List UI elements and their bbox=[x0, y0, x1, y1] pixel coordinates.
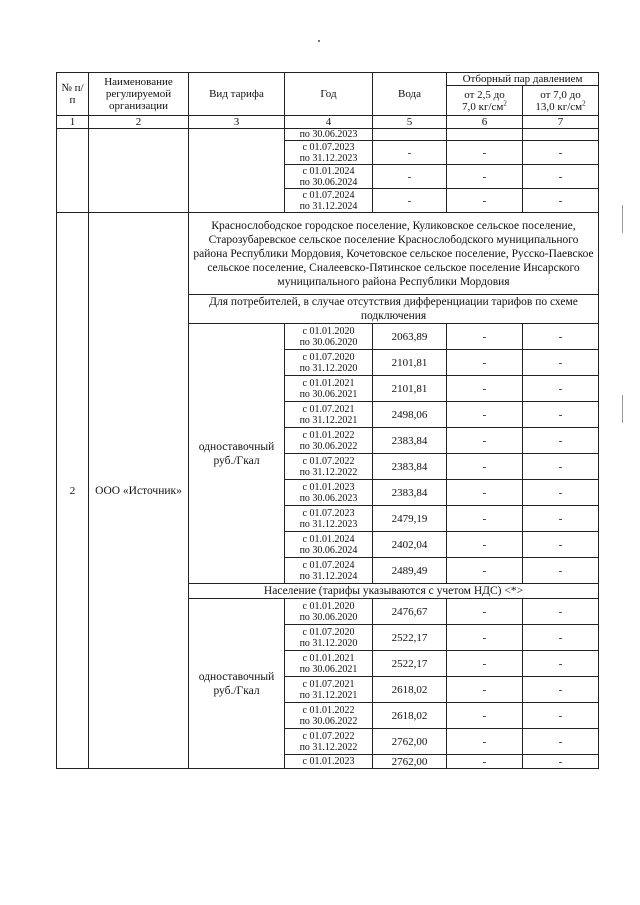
scan-edge-mark bbox=[622, 205, 623, 233]
header-organization: Наименование регулируемой организации bbox=[89, 73, 189, 116]
column-number: 2 bbox=[89, 116, 189, 129]
number-cell bbox=[57, 129, 89, 213]
period-cell: с 01.07.2024 по 31.12.2024 bbox=[285, 189, 373, 213]
steam-low-tariff-cell: - bbox=[447, 402, 523, 428]
water-tariff-cell: 2522,17 bbox=[373, 651, 447, 677]
water-tariff-cell: 2383,84 bbox=[373, 454, 447, 480]
header-steam-low: от 2,5 до 7,0 $кг/см^2$ bbox=[447, 86, 523, 116]
steam-low-tariff-cell bbox=[447, 129, 523, 141]
steam-low-tariff-cell: - bbox=[447, 729, 523, 755]
period-cell: с 01.01.2024 по 30.06.2024 bbox=[285, 165, 373, 189]
tariff-type-cell: одноставочный руб./Гкал bbox=[189, 599, 285, 769]
steam-high-tariff-cell: - bbox=[523, 165, 599, 189]
column-number: 4 bbox=[285, 116, 373, 129]
steam-low-tariff-cell: - bbox=[447, 324, 523, 350]
steam-high-tariff-cell: - bbox=[523, 599, 599, 625]
water-tariff-cell: 2063,89 bbox=[373, 324, 447, 350]
organization-cell bbox=[89, 129, 189, 213]
section-heading: Для потребителей, в случае отсутствия дифференциации тарифов по схеме подключения bbox=[189, 295, 599, 324]
scan-edge-mark bbox=[622, 395, 623, 423]
steam-low-tariff-cell: - bbox=[447, 558, 523, 584]
tariff-table-body bbox=[57, 73, 599, 769]
period-cell: с 01.07.2022 по 31.12.2022 bbox=[285, 729, 373, 755]
water-tariff-cell: 2618,02 bbox=[373, 677, 447, 703]
tariff-type-cell: одноставочный руб./Гкал bbox=[189, 324, 285, 584]
steam-high-tariff-cell: - bbox=[523, 651, 599, 677]
period-cell: с 01.07.2020 по 31.12.2020 bbox=[285, 350, 373, 376]
steam-high-tariff-cell: - bbox=[523, 558, 599, 584]
water-tariff-cell: 2402,04 bbox=[373, 532, 447, 558]
steam-low-tariff-cell: - bbox=[447, 454, 523, 480]
table-row bbox=[57, 129, 599, 141]
period-cell: с 01.01.2024 по 30.06.2024 bbox=[285, 532, 373, 558]
water-tariff-cell: 2383,84 bbox=[373, 428, 447, 454]
header-year: Год bbox=[285, 73, 373, 116]
period-cell: с 01.01.2023 по 30.06.2023 bbox=[285, 480, 373, 506]
column-number: 6 bbox=[447, 116, 523, 129]
period-cell: с 01.07.2023 по 31.12.2023 bbox=[285, 506, 373, 532]
steam-high-tariff-cell: - bbox=[523, 755, 599, 769]
period-cell: с 01.01.2022 по 30.06.2022 bbox=[285, 428, 373, 454]
period-cell: с 01.01.2020 по 30.06.2020 bbox=[285, 324, 373, 350]
steam-high-tariff-cell: - bbox=[523, 532, 599, 558]
steam-high-tariff-cell: - bbox=[523, 677, 599, 703]
organization-name: ООО «Источник» bbox=[89, 213, 189, 769]
steam-low-tariff-cell: - bbox=[447, 189, 523, 213]
steam-high-tariff-cell: - bbox=[523, 480, 599, 506]
steam-high-tariff-cell: - bbox=[523, 625, 599, 651]
section-heading: Население (тарифы указываются с учетом НДС) <*> bbox=[189, 584, 599, 599]
steam-low-tariff-cell: - bbox=[447, 755, 523, 769]
steam-high-tariff-cell: - bbox=[523, 350, 599, 376]
steam-high-tariff-cell: - bbox=[523, 402, 599, 428]
water-tariff-cell: 2479,19 bbox=[373, 506, 447, 532]
steam-low-tariff-cell: - bbox=[447, 506, 523, 532]
header-water: Вода bbox=[373, 73, 447, 116]
tariff-table bbox=[56, 72, 599, 769]
water-tariff-cell: 2618,02 bbox=[373, 703, 447, 729]
steam-high-tariff-cell: - bbox=[523, 428, 599, 454]
header-steam-high: от 7,0 до 13,0 $кг/см^2$ bbox=[523, 86, 599, 116]
period-cell: с 01.07.2023 по 31.12.2023 bbox=[285, 141, 373, 165]
period-cell: с 01.07.2020 по 31.12.2020 bbox=[285, 625, 373, 651]
period-cell: с 01.01.2022 по 30.06.2022 bbox=[285, 703, 373, 729]
steam-low-tariff-cell: - bbox=[447, 141, 523, 165]
steam-low-tariff-cell: - bbox=[447, 428, 523, 454]
header-steam-group: Отборный пар давлением bbox=[447, 73, 599, 86]
steam-low-tariff-cell: - bbox=[447, 625, 523, 651]
period-cell: по 30.06.2023 bbox=[285, 129, 373, 141]
steam-low-tariff-cell: - bbox=[447, 599, 523, 625]
steam-high-tariff-cell: - bbox=[523, 141, 599, 165]
steam-low-tariff-cell: - bbox=[447, 165, 523, 189]
water-tariff-cell: 2762,00 bbox=[373, 729, 447, 755]
steam-high-tariff-cell: - bbox=[523, 454, 599, 480]
steam-high-tariff-cell: - bbox=[523, 729, 599, 755]
water-tariff-cell: 2489,49 bbox=[373, 558, 447, 584]
water-tariff-cell: 2101,81 bbox=[373, 376, 447, 402]
steam-high-tariff-cell: - bbox=[523, 189, 599, 213]
steam-low-tariff-cell: - bbox=[447, 480, 523, 506]
steam-high-tariff-cell: - bbox=[523, 324, 599, 350]
column-number: 5 bbox=[373, 116, 447, 129]
column-number: 1 bbox=[57, 116, 89, 129]
territory-description: Краснослободское городское поселение, Куликовское сельское поселение, Старозубаревское сельское поселение Краснослободского муниципального района Республики Мордовия, Кочетовское сельское поселение, Русско-Паевское сельское поселение, Сиалеевско-Пятинское сельское поселение Инсарского муниципального района Республики Мордовия bbox=[189, 213, 599, 295]
column-number: 7 bbox=[523, 116, 599, 129]
period-cell: с 01.01.2021 по 30.06.2021 bbox=[285, 376, 373, 402]
period-cell: с 01.01.2023 bbox=[285, 755, 373, 769]
water-tariff-cell: 2101,81 bbox=[373, 350, 447, 376]
period-cell: с 01.07.2021 по 31.12.2021 bbox=[285, 677, 373, 703]
water-tariff-cell: 2522,17 bbox=[373, 625, 447, 651]
steam-high-tariff-cell: - bbox=[523, 506, 599, 532]
water-tariff-cell: 2476,67 bbox=[373, 599, 447, 625]
period-cell: с 01.07.2021 по 31.12.2021 bbox=[285, 402, 373, 428]
water-tariff-cell bbox=[373, 129, 447, 141]
period-cell: с 01.01.2021 по 30.06.2021 bbox=[285, 651, 373, 677]
steam-high-tariff-cell: - bbox=[523, 376, 599, 402]
water-tariff-cell: 2498,06 bbox=[373, 402, 447, 428]
table-row bbox=[57, 213, 599, 295]
steam-low-tariff-cell: - bbox=[447, 651, 523, 677]
period-cell: с 01.01.2020 по 30.06.2020 bbox=[285, 599, 373, 625]
period-cell: с 01.07.2024 по 31.12.2024 bbox=[285, 558, 373, 584]
steam-low-tariff-cell: - bbox=[447, 350, 523, 376]
steam-low-tariff-cell: - bbox=[447, 532, 523, 558]
steam-low-tariff-cell: - bbox=[447, 703, 523, 729]
water-tariff-cell: - bbox=[373, 189, 447, 213]
water-tariff-cell: 2383,84 bbox=[373, 480, 447, 506]
water-tariff-cell: 2762,00 bbox=[373, 755, 447, 769]
water-tariff-cell: - bbox=[373, 165, 447, 189]
water-tariff-cell: - bbox=[373, 141, 447, 165]
steam-low-tariff-cell: - bbox=[447, 376, 523, 402]
steam-high-tariff-cell bbox=[523, 129, 599, 141]
steam-low-tariff-cell: - bbox=[447, 677, 523, 703]
organization-number: 2 bbox=[57, 213, 89, 769]
scan-speck bbox=[318, 40, 320, 42]
header-number: № п/п bbox=[57, 73, 89, 116]
header-tariff-type: Вид тарифа bbox=[189, 73, 285, 116]
period-cell: с 01.07.2022 по 31.12.2022 bbox=[285, 454, 373, 480]
column-number: 3 bbox=[189, 116, 285, 129]
tariff-type-cell bbox=[189, 129, 285, 213]
steam-high-tariff-cell: - bbox=[523, 703, 599, 729]
